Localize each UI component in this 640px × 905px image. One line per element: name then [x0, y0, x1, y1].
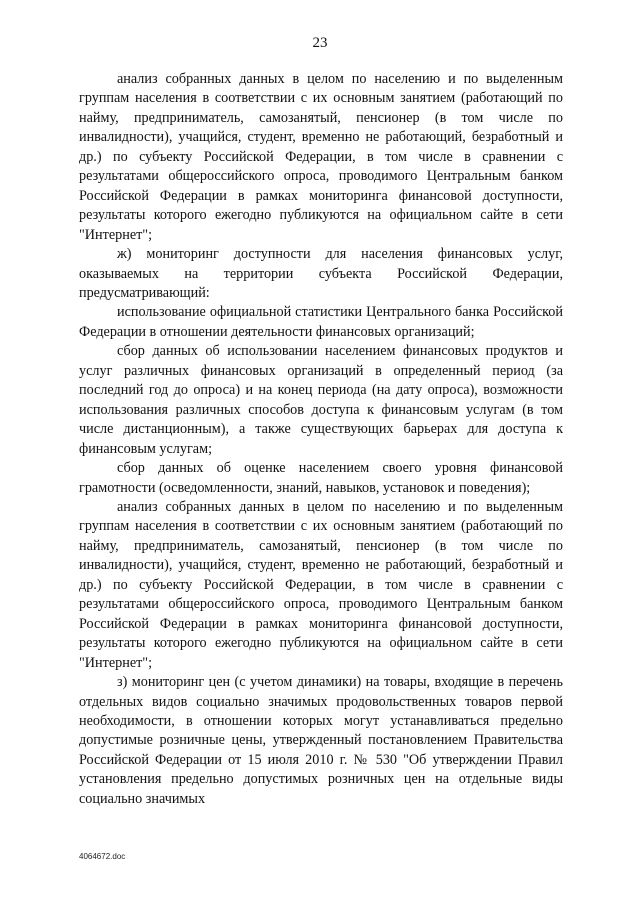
paragraph-data-collection-literacy: сбор данных об оценке населением своего уровня финансовой грамотности (осведомленности, знаний, навыков, установок и поведения);	[79, 460, 563, 496]
paragraph-official-statistics: использование официальной статистики Центрального банка Российской Федерации в отношении деятельности финансовых организаций;	[79, 304, 563, 340]
document-file-code: 4064672.doc	[79, 852, 126, 861]
paragraph-item-zh: ж) мониторинг доступности для населения финансовых услуг, оказываемых на территории субъекта Российской Федерации, предусматривающий:	[79, 246, 563, 301]
paragraph-data-collection-usage: сбор данных об использовании населением финансовых продуктов и услуг различных финансовых организаций в определенный период (за последний год до опроса) и на конец периода (на дату опроса), возможности использования различных способов доступа к финансовым услугам (в том числе дистанционным), а также существующих барьерах для доступа к финансовым услугам;	[79, 343, 563, 457]
paragraph-item-z: з) мониторинг цен (с учетом динамики) на товары, входящие в перечень отдельных видов социально значимых продовольственных товаров первой необходимости, в отношении которых могут устанавливаться предельно допустимые розничные цены, утвержденный постановлением Правительства Российской Федерации от 15 июля 2010 г. № 530 "Об утверждении Правил установления предельно допустимых розничных цен на отдельные виды социально значимых	[79, 674, 563, 807]
paragraph-analysis-1: анализ собранных данных в целом по населению и по выделенным группам населения в соответствии с их основным занятием (работающий по найму, предприниматель, самозанятый, пенсионер (в том числе по инвалидности), учащийся, студент, временно не работающий, безработный и др.) по субъекту Российской Федерации, в том числе в сравнении с результатами общероссийского опроса, проводимого Центральным банком Российской Федерации в рамках мониторинга финансовой доступности, результаты которого ежегодно публикуются на официальном сайте в сети "Интернет";	[79, 71, 563, 243]
document-body	[79, 70, 563, 809]
page-number: 23	[312, 35, 328, 51]
paragraph-analysis-2: анализ собранных данных в целом по населению и по выделенным группам населения в соответствии с их основным занятием (работающий по найму, предприниматель, самозанятый, пенсионер (в том числе по инвалидности), учащийся, студент, временно не работающий, безработный и др.) по субъекту Российской Федерации, в том числе в сравнении с результатами общероссийского опроса, проводимого Центральным банком Российской Федерации в рамках мониторинга финансовой доступности, результаты которого ежегодно публикуются на официальном сайте в сети "Интернет";	[79, 498, 563, 671]
